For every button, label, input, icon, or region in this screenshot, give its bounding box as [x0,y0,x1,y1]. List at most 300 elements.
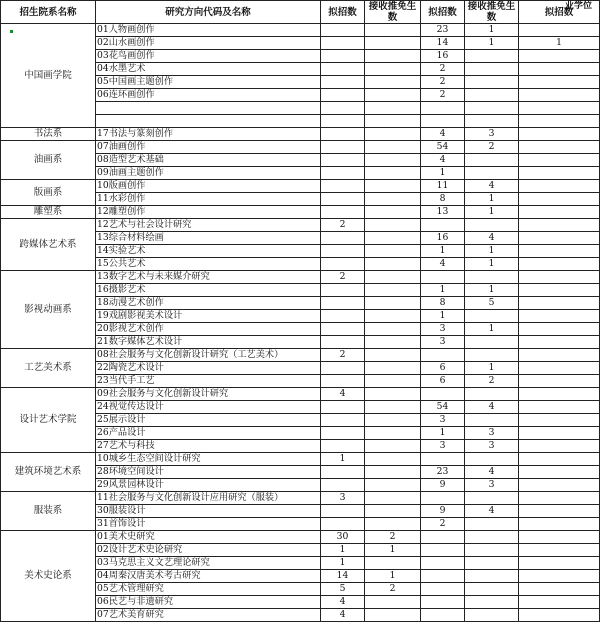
program-cell[interactable] [96,466,321,479]
quota-cell-3[interactable] [519,609,600,622]
exempt-cell-1[interactable] [365,63,421,76]
quota-cell-1[interactable] [321,115,365,128]
program-cell[interactable] [96,271,321,284]
program-cell[interactable] [96,544,321,557]
exempt-cell-1[interactable] [365,596,421,609]
program-cell[interactable] [96,570,321,583]
quota-cell-1[interactable] [321,297,365,310]
quota-cell-2[interactable]: 14 [421,37,465,50]
quota-cell-3[interactable] [519,531,600,544]
quota-cell-1[interactable] [321,427,365,440]
program-code: 11 [97,193,109,204]
quota-cell-2[interactable] [421,453,465,466]
program-code: 01 [97,24,109,35]
quota-cell-2[interactable]: 2 [421,63,465,76]
exempt-cell-1[interactable]: 1 [365,570,421,583]
quota-cell-1[interactable]: 4 [321,596,365,609]
exempt-cell-1[interactable] [365,310,421,323]
exempt-cell-1[interactable] [365,466,421,479]
quota-cell-2[interactable]: 3 [421,336,465,349]
program-cell[interactable] [96,479,321,492]
program-cell[interactable] [96,609,321,622]
quota-cell-3[interactable] [519,336,600,349]
program-cell[interactable] [96,440,321,453]
exempt-cell-1[interactable] [365,50,421,63]
quota-cell-2[interactable]: 2 [421,518,465,531]
program-cell[interactable] [96,362,321,375]
exempt-cell-2[interactable] [465,336,519,349]
exempt-cell-2[interactable] [465,102,519,115]
sub-header-quota-3: 拟招数 [519,1,600,24]
exempt-cell-1[interactable] [365,141,421,154]
exempt-cell-1[interactable] [365,284,421,297]
exempt-cell-1[interactable] [365,206,421,219]
quota-cell-3[interactable] [519,557,600,570]
exempt-cell-2[interactable] [465,76,519,89]
quota-cell-3[interactable] [519,414,600,427]
quota-cell-1[interactable]: 2 [321,349,365,362]
quota-cell-3[interactable] [519,310,600,323]
quota-cell-3[interactable] [519,427,600,440]
exempt-cell-1[interactable] [365,492,421,505]
quota-cell-1[interactable]: 4 [321,388,365,401]
exempt-cell-1[interactable] [365,102,421,115]
quota-cell-3[interactable] [519,466,600,479]
exempt-cell-1[interactable] [365,193,421,206]
quota-cell-3[interactable] [519,141,600,154]
exempt-cell-1[interactable] [365,89,421,102]
quota-cell-2[interactable]: 3 [421,440,465,453]
program-cell[interactable] [96,596,321,609]
quota-cell-1[interactable] [321,76,365,89]
exempt-cell-1[interactable] [365,115,421,128]
exempt-cell-2[interactable] [465,583,519,596]
exempt-cell-2[interactable] [465,50,519,63]
quota-cell-1[interactable]: 5 [321,583,365,596]
quota-cell-1[interactable] [321,63,365,76]
quota-cell-3[interactable] [519,24,600,37]
quota-cell-3[interactable] [519,206,600,219]
exempt-cell-2[interactable]: 4 [465,401,519,414]
quota-cell-1[interactable] [321,375,365,388]
quota-cell-3[interactable] [519,284,600,297]
quota-cell-3[interactable] [519,89,600,102]
table-row [1,128,600,141]
quota-cell-2[interactable]: 1 [421,245,465,258]
quota-cell-1[interactable] [321,206,365,219]
program-cell[interactable] [96,193,321,206]
exempt-cell-2[interactable]: 1 [465,37,519,50]
quota-cell-3[interactable] [519,180,600,193]
quota-cell-3[interactable] [519,297,600,310]
exempt-cell-1[interactable] [365,76,421,89]
program-name: 山水画创作 [108,37,155,48]
program-name: 风景园林设计 [108,479,164,490]
program-cell[interactable] [96,63,321,76]
program-code: 05 [97,583,109,594]
exempt-cell-1[interactable]: 2 [365,531,421,544]
program-cell[interactable] [96,180,321,193]
quota-cell-2[interactable] [421,388,465,401]
quota-cell-1[interactable] [321,37,365,50]
quota-cell-1[interactable] [321,518,365,531]
program-column-header: 研究方向代码及名称 [96,1,321,24]
program-cell[interactable] [96,323,321,336]
quota-cell-3[interactable] [519,50,600,63]
exempt-cell-2[interactable] [465,154,519,167]
quota-cell-2[interactable]: 1 [421,310,465,323]
exempt-cell-2[interactable] [465,518,519,531]
quota-cell-2[interactable]: 13 [421,206,465,219]
quota-cell-2[interactable] [421,492,465,505]
quota-cell-3[interactable] [519,232,600,245]
exempt-cell-1[interactable]: 2 [365,583,421,596]
program-cell[interactable] [96,76,321,89]
quota-cell-1[interactable] [321,180,365,193]
quota-cell-2[interactable]: 54 [421,141,465,154]
program-cell[interactable] [96,232,321,245]
quota-cell-2[interactable]: 54 [421,401,465,414]
quota-cell-2[interactable] [421,349,465,362]
exempt-cell-2[interactable]: 4 [465,232,519,245]
exempt-cell-2[interactable]: 4 [465,180,519,193]
exempt-cell-2[interactable]: 3 [465,440,519,453]
program-cell[interactable] [96,50,321,63]
quota-cell-2[interactable]: 23 [421,24,465,37]
quota-cell-1[interactable]: 30 [321,531,365,544]
exempt-cell-2[interactable] [465,89,519,102]
exempt-cell-1[interactable] [365,258,421,271]
quota-cell-1[interactable] [321,258,365,271]
exempt-cell-1[interactable] [365,388,421,401]
quota-cell-3[interactable] [519,570,600,583]
quota-cell-2[interactable] [421,544,465,557]
quota-cell-1[interactable] [321,284,365,297]
exempt-cell-2[interactable] [465,388,519,401]
quota-cell-2[interactable]: 1 [421,284,465,297]
quota-cell-2[interactable]: 9 [421,505,465,518]
exempt-cell-1[interactable] [365,245,421,258]
quota-cell-2[interactable] [421,271,465,284]
exempt-cell-2[interactable]: 5 [465,297,519,310]
exempt-cell-2[interactable]: 1 [465,258,519,271]
quota-cell-1[interactable] [321,479,365,492]
program-cell[interactable] [96,167,321,180]
quota-cell-1[interactable] [321,141,365,154]
department-cell[interactable]: 服装系 [1,492,96,531]
quota-cell-2[interactable]: 8 [421,297,465,310]
exempt-cell-1[interactable] [365,24,421,37]
quota-cell-2[interactable]: 8 [421,193,465,206]
exempt-cell-2[interactable]: 4 [465,505,519,518]
quota-cell-1[interactable]: 2 [321,271,365,284]
exempt-cell-2[interactable] [465,609,519,622]
quota-cell-2[interactable] [421,115,465,128]
quota-cell-2[interactable]: 4 [421,258,465,271]
exempt-cell-2[interactable]: 2 [465,375,519,388]
quota-cell-1[interactable]: 4 [321,609,365,622]
quota-cell-3[interactable] [519,453,600,466]
quota-cell-1[interactable] [321,50,365,63]
exempt-cell-2[interactable]: 3 [465,479,519,492]
quota-cell-3[interactable] [519,115,600,128]
exempt-cell-2[interactable] [465,531,519,544]
exempt-cell-2[interactable]: 3 [465,427,519,440]
quota-cell-3[interactable] [519,518,600,531]
program-cell[interactable] [96,115,321,128]
quota-cell-3[interactable] [519,492,600,505]
quota-cell-3[interactable] [519,362,600,375]
quota-cell-2[interactable]: 1 [421,427,465,440]
exempt-cell-1[interactable] [365,271,421,284]
quota-cell-1[interactable] [321,336,365,349]
quota-cell-2[interactable] [421,583,465,596]
program-cell[interactable] [96,219,321,232]
exempt-cell-1[interactable] [365,128,421,141]
quota-cell-1[interactable]: 1 [321,557,365,570]
quota-cell-3[interactable] [519,102,600,115]
quota-cell-2[interactable] [421,570,465,583]
quota-cell-1[interactable] [321,102,365,115]
exempt-cell-1[interactable]: 1 [365,544,421,557]
quota-cell-1[interactable] [321,232,365,245]
quota-cell-3[interactable] [519,258,600,271]
program-name: 水墨艺术 [108,63,146,74]
quota-cell-2[interactable]: 3 [421,414,465,427]
quota-cell-2[interactable]: 6 [421,375,465,388]
exempt-cell-2[interactable] [465,310,519,323]
quota-cell-1[interactable] [321,167,365,180]
quota-cell-1[interactable] [321,89,365,102]
program-cell[interactable] [96,388,321,401]
exempt-cell-1[interactable] [365,401,421,414]
quota-cell-3[interactable] [519,245,600,258]
program-cell[interactable] [96,128,321,141]
program-name: 环境空间设计 [108,466,164,477]
department-cell[interactable]: 设计艺术学院 [1,388,96,453]
exempt-cell-1[interactable] [365,557,421,570]
department-cell[interactable]: 工艺美术系 [1,349,96,388]
exempt-cell-2[interactable]: 1 [465,284,519,297]
quota-cell-1[interactable]: 1 [321,544,365,557]
department-cell[interactable]: 影视动画系 [1,271,96,349]
program-cell[interactable] [96,154,321,167]
program-cell[interactable] [96,310,321,323]
exempt-cell-2[interactable]: 3 [465,128,519,141]
department-cell[interactable]: 美术史论系 [1,531,96,622]
quota-cell-1[interactable] [321,310,365,323]
program-cell[interactable] [96,414,321,427]
exempt-cell-1[interactable] [365,219,421,232]
quota-cell-3[interactable] [519,128,600,141]
quota-cell-2[interactable]: 2 [421,89,465,102]
quota-cell-3[interactable] [519,323,600,336]
program-cell[interactable] [96,349,321,362]
quota-cell-2[interactable]: 1 [421,167,465,180]
quota-cell-2[interactable]: 23 [421,466,465,479]
exempt-cell-1[interactable] [365,180,421,193]
exempt-cell-2[interactable] [465,63,519,76]
exempt-cell-2[interactable] [465,115,519,128]
exempt-cell-1[interactable] [365,427,421,440]
program-cell[interactable] [96,297,321,310]
quota-cell-1[interactable]: 2 [321,219,365,232]
program-cell[interactable] [96,89,321,102]
program-cell[interactable] [96,245,321,258]
exempt-cell-2[interactable]: 2 [465,141,519,154]
exempt-cell-1[interactable] [365,323,421,336]
program-cell[interactable] [96,284,321,297]
quota-cell-3[interactable] [519,271,600,284]
quota-cell-1[interactable] [321,466,365,479]
exempt-cell-1[interactable] [365,375,421,388]
department-cell[interactable]: 跨媒体艺术系 [1,219,96,271]
quota-cell-1[interactable] [321,24,365,37]
quota-cell-3[interactable] [519,583,600,596]
quota-cell-3[interactable] [519,544,600,557]
quota-cell-2[interactable] [421,531,465,544]
program-cell[interactable] [96,401,321,414]
quota-cell-1[interactable]: 3 [321,492,365,505]
exempt-cell-1[interactable] [365,349,421,362]
quota-cell-3[interactable] [519,388,600,401]
quota-cell-2[interactable] [421,102,465,115]
quota-cell-3[interactable] [519,193,600,206]
exempt-cell-2[interactable]: 1 [465,245,519,258]
quota-cell-2[interactable]: 4 [421,128,465,141]
department-cell[interactable]: 雕塑系 [1,206,96,219]
program-cell[interactable] [96,518,321,531]
exempt-cell-2[interactable] [465,453,519,466]
program-cell[interactable] [96,427,321,440]
exempt-cell-1[interactable] [365,453,421,466]
quota-cell-2[interactable]: 11 [421,180,465,193]
exempt-cell-1[interactable] [365,297,421,310]
program-cell[interactable] [96,141,321,154]
program-cell[interactable] [96,258,321,271]
exempt-cell-1[interactable] [365,479,421,492]
exempt-cell-2[interactable]: 4 [465,466,519,479]
quota-cell-1[interactable]: 1 [321,453,365,466]
quota-cell-3[interactable] [519,440,600,453]
quota-cell-2[interactable]: 4 [421,154,465,167]
quota-cell-3[interactable] [519,219,600,232]
exempt-cell-1[interactable] [365,414,421,427]
quota-cell-1[interactable] [321,414,365,427]
exempt-cell-2[interactable]: 1 [465,24,519,37]
quota-cell-1[interactable] [321,193,365,206]
quota-cell-3[interactable] [519,76,600,89]
exempt-cell-1[interactable] [365,505,421,518]
program-name: 水彩创作 [108,193,146,204]
quota-cell-1[interactable] [321,245,365,258]
quota-cell-1[interactable] [321,440,365,453]
exempt-cell-1[interactable] [365,167,421,180]
program-cell[interactable] [96,492,321,505]
exempt-cell-2[interactable] [465,219,519,232]
exempt-cell-2[interactable]: 1 [465,193,519,206]
quota-cell-3[interactable] [519,154,600,167]
exempt-cell-1[interactable] [365,518,421,531]
program-cell[interactable] [96,206,321,219]
quota-cell-1[interactable] [321,505,365,518]
exempt-cell-2[interactable]: 1 [465,206,519,219]
program-cell[interactable] [96,453,321,466]
program-cell[interactable] [96,505,321,518]
exempt-cell-2[interactable] [465,596,519,609]
quota-cell-2[interactable] [421,596,465,609]
quota-cell-1[interactable] [321,154,365,167]
quota-cell-3[interactable] [519,349,600,362]
quota-cell-2[interactable]: 3 [421,323,465,336]
quota-cell-1[interactable] [321,323,365,336]
program-cell[interactable] [96,375,321,388]
program-cell[interactable] [96,37,321,50]
quota-cell-3[interactable] [519,167,600,180]
program-cell[interactable] [96,531,321,544]
quota-cell-2[interactable]: 2 [421,76,465,89]
quota-cell-2[interactable]: 6 [421,362,465,375]
exempt-cell-1[interactable] [365,336,421,349]
quota-cell-3[interactable] [519,401,600,414]
quota-cell-3[interactable] [519,375,600,388]
department-cell[interactable]: 中国画学院 [1,24,96,128]
exempt-cell-2[interactable] [465,557,519,570]
program-cell[interactable] [96,583,321,596]
exempt-cell-1[interactable] [365,154,421,167]
exempt-cell-2[interactable] [465,167,519,180]
exempt-cell-2[interactable] [465,271,519,284]
department-cell[interactable]: 书法系 [1,128,96,141]
exempt-cell-1[interactable] [365,609,421,622]
quota-cell-1[interactable] [321,362,365,375]
quota-cell-2[interactable]: 9 [421,479,465,492]
exempt-cell-2[interactable] [465,492,519,505]
exempt-cell-2[interactable] [465,544,519,557]
quota-cell-2[interactable]: 16 [421,232,465,245]
program-cell[interactable] [96,336,321,349]
program-cell[interactable] [96,557,321,570]
quota-cell-2[interactable] [421,557,465,570]
program-cell[interactable] [96,102,321,115]
exempt-cell-2[interactable] [465,414,519,427]
quota-cell-2[interactable] [421,219,465,232]
quota-cell-2[interactable] [421,609,465,622]
exempt-cell-2[interactable] [465,349,519,362]
exempt-cell-2[interactable]: 1 [465,323,519,336]
program-cell[interactable] [96,24,321,37]
quota-cell-1[interactable] [321,128,365,141]
exempt-cell-1[interactable] [365,362,421,375]
exempt-cell-2[interactable]: 1 [465,362,519,375]
quota-cell-1[interactable]: 14 [321,570,365,583]
quota-cell-3[interactable] [519,505,600,518]
exempt-cell-1[interactable] [365,440,421,453]
quota-cell-1[interactable] [321,401,365,414]
department-cell[interactable]: 建筑环境艺术系 [1,453,96,492]
quota-cell-3[interactable] [519,479,600,492]
department-cell[interactable]: 油画系 [1,141,96,180]
quota-cell-3[interactable] [519,596,600,609]
quota-cell-3[interactable] [519,63,600,76]
program-code: 29 [97,479,109,490]
quota-cell-3[interactable]: 1 [519,37,600,50]
exempt-cell-2[interactable] [465,570,519,583]
exempt-cell-1[interactable] [365,37,421,50]
exempt-cell-1[interactable] [365,232,421,245]
quota-cell-2[interactable]: 16 [421,50,465,63]
department-cell[interactable]: 版画系 [1,180,96,206]
